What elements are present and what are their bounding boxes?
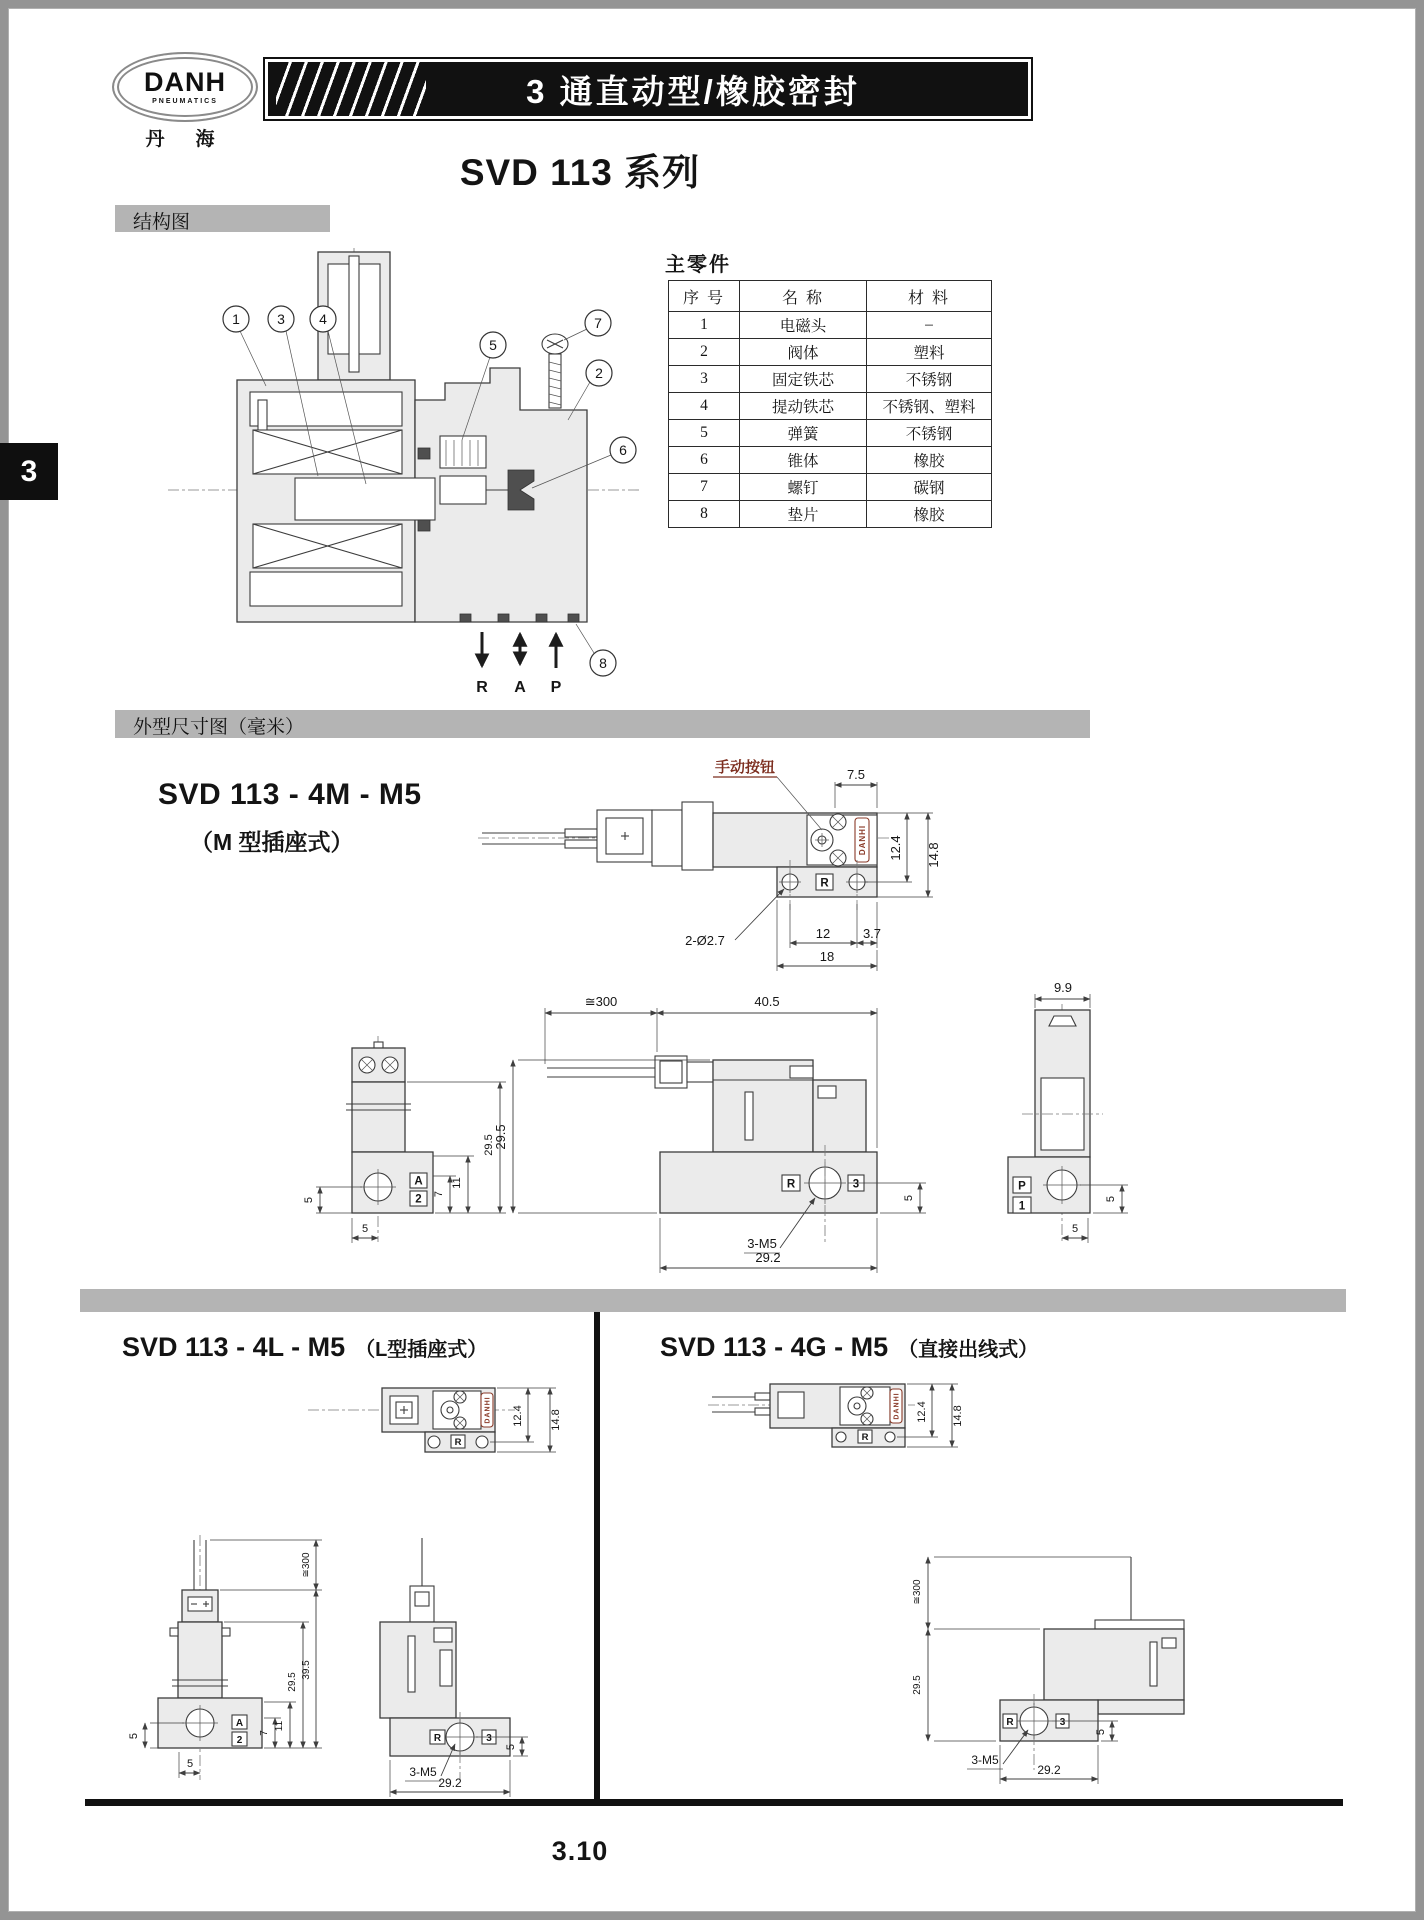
dim-5: 5	[1105, 1195, 1117, 1203]
table-row: 8 垫片 橡胶	[669, 501, 992, 528]
dim-14-8: 14.8	[550, 1409, 562, 1431]
logo-brand-text: DANH	[144, 67, 226, 97]
valve-top-view-outline	[478, 802, 900, 910]
dim-7: 7	[433, 1190, 445, 1198]
structure-diagram	[160, 240, 650, 700]
port-box-r: R	[786, 1178, 796, 1191]
model-g-type: （直接出线式）	[898, 1339, 1039, 1361]
callout-4: 4	[319, 311, 327, 327]
dim-18: 18	[819, 949, 835, 964]
callout-2: 2	[595, 365, 603, 381]
dim-5: 5	[361, 1223, 369, 1235]
table-row: 2 阀体 塑料	[669, 339, 992, 366]
model-l-heading	[122, 1332, 487, 1363]
dim-14-8: 14.8	[952, 1405, 964, 1427]
l-type-front-view	[120, 1530, 330, 1798]
dim-7: 7	[259, 1730, 270, 1736]
banner-stripes-decoration	[276, 62, 426, 116]
solenoid-cross-section	[168, 248, 640, 622]
dim-11: 11	[274, 1720, 285, 1732]
brand-mark-tag: DANHI	[858, 824, 867, 856]
chapter-tab: 3	[0, 443, 58, 500]
port-flow-arrows	[476, 632, 561, 696]
callout-5: 5	[489, 337, 497, 353]
g-outline	[912, 1557, 1184, 1784]
dim-14-8: 14.8	[926, 842, 941, 868]
col-header-no: 序 号	[669, 281, 740, 312]
dim-12-4: 12.4	[512, 1405, 524, 1427]
m-right-side-view	[1008, 980, 1128, 1243]
footer-rule	[85, 1799, 1343, 1806]
company-logo	[112, 52, 258, 122]
model-m-type: （M 型插座式）	[190, 829, 354, 855]
col-header-material: 材 料	[867, 281, 992, 312]
logo-chinese-name: 丹 海	[145, 129, 221, 150]
dim-39-5: 39.5	[301, 1660, 312, 1680]
callout-7: 7	[594, 315, 602, 331]
dim-12-4: 12.4	[888, 835, 903, 861]
port-box-r: R	[820, 877, 829, 890]
table-row: 6 锥体 橡胶	[669, 447, 992, 474]
port-box-r: R	[433, 1733, 442, 1744]
mounting-screw-part	[542, 334, 568, 408]
section-banner	[263, 57, 1033, 121]
m-left-side-view	[303, 1036, 506, 1243]
l-top-outline	[308, 1388, 562, 1452]
dim-29-2: 29.2	[1037, 1763, 1061, 1777]
dimensions-section-label: 外型尺寸图（毫米）	[115, 710, 1090, 738]
logo-subtitle-text: PNEUMATICS	[152, 98, 218, 105]
g-top-outline	[708, 1384, 964, 1447]
port-box-1: 1	[1018, 1200, 1026, 1213]
dim-7-5: 7.5	[846, 767, 866, 782]
table-row: 5 弹簧 不锈钢	[669, 420, 992, 447]
dim-40-5: 40.5	[754, 994, 780, 1009]
l-side-outline	[380, 1538, 528, 1797]
banner-title: 3 通直动型/橡胶密封	[526, 72, 860, 110]
dim-300: ≅300	[584, 994, 618, 1009]
callout-8: 8	[599, 655, 607, 671]
dim-2-holes: 2-Ø2.7	[685, 933, 725, 948]
dim-5: 5	[903, 1194, 915, 1202]
port-box-a: A	[414, 1175, 423, 1188]
table-row: 3 固定铁芯 不锈钢	[669, 366, 992, 393]
manual-button-label: 手动按钮	[714, 759, 776, 776]
vertical-divider	[594, 1312, 600, 1802]
l-type-top-view	[300, 1378, 570, 1463]
m-front-view	[493, 994, 926, 1273]
dim-11: 11	[451, 1177, 463, 1189]
dim-29-5: 29.5	[287, 1672, 298, 1692]
model-g-name: SVD 113 - 4G - M5	[660, 1332, 889, 1362]
callout-3: 3	[277, 311, 285, 327]
table-row: 4 提动铁芯 不锈钢、塑料	[669, 393, 992, 420]
dim-5: 5	[128, 1732, 140, 1740]
port-box-a: A	[235, 1718, 244, 1729]
dim-5: 5	[303, 1196, 315, 1204]
l-front-outline	[128, 1535, 322, 1780]
page-title: SVD 113 系列	[459, 152, 701, 193]
port-label-a: A	[514, 679, 526, 696]
l-type-side-view	[350, 1530, 555, 1798]
port-box-r: R	[861, 1432, 869, 1443]
port-box-p: P	[1018, 1180, 1026, 1193]
section-divider-bar	[80, 1289, 1346, 1312]
model-l-type: （L型插座式）	[355, 1339, 488, 1361]
m-type-top-view	[470, 752, 990, 977]
dim-5: 5	[186, 1758, 194, 1770]
page-number: 3.10	[551, 1836, 609, 1866]
dim-5: 5	[1095, 1728, 1107, 1736]
g-type-top-view	[700, 1372, 990, 1460]
m-type-projection-views	[270, 980, 1150, 1285]
parts-table	[668, 280, 992, 528]
dim-300: ≅300	[912, 1579, 923, 1605]
g-type-view	[890, 1530, 1220, 1798]
parts-table-title: 主零件	[665, 254, 731, 276]
port-label-r: R	[476, 679, 488, 696]
model-m-name: SVD 113 - 4M - M5	[158, 778, 422, 811]
port-label-p: P	[550, 679, 562, 696]
port-box-3: 3	[486, 1733, 492, 1744]
dim-12-4: 12.4	[916, 1401, 928, 1423]
dim-29-5: 29.5	[912, 1675, 923, 1695]
dim-9-9: 9.9	[1053, 980, 1073, 995]
brand-mark-tag: DANHI	[893, 1392, 901, 1420]
port-box-2: 2	[415, 1193, 422, 1206]
table-row: 1 电磁头 –	[669, 312, 992, 339]
structure-section-label: 结构图	[115, 205, 330, 232]
table-row: 7 螺钉 碳钢	[669, 474, 992, 501]
model-g-heading	[660, 1332, 1038, 1363]
dim-300: ≅300	[301, 1552, 312, 1578]
dim-29-5: 29.5	[483, 1134, 495, 1156]
port-box-r: R	[454, 1437, 462, 1448]
dim-29-2: 29.2	[755, 1250, 781, 1265]
port-box-3: 3	[852, 1178, 860, 1191]
dim-29-5: 29.5	[493, 1124, 508, 1150]
dim-3-m5: 3-M5	[971, 1753, 999, 1767]
dim-29-2: 29.2	[438, 1776, 462, 1790]
callout-1: 1	[232, 311, 240, 327]
model-l-name: SVD 113 - 4L - M5	[122, 1332, 346, 1362]
brand-mark-tag: DANHI	[484, 1396, 492, 1424]
callout-6: 6	[619, 442, 627, 458]
dim-5: 5	[1071, 1223, 1079, 1235]
dim-5: 5	[505, 1743, 517, 1751]
dim-3-m5: 3-M5	[409, 1765, 437, 1779]
dim-12: 12	[815, 926, 831, 941]
dim-3-7: 3.7	[862, 926, 882, 941]
port-box-3: 3	[1059, 1717, 1066, 1728]
col-header-name: 名 称	[740, 281, 867, 312]
dim-3-m5: 3-M5	[747, 1236, 777, 1251]
port-box-r: R	[1006, 1717, 1014, 1728]
port-box-2: 2	[236, 1735, 243, 1746]
